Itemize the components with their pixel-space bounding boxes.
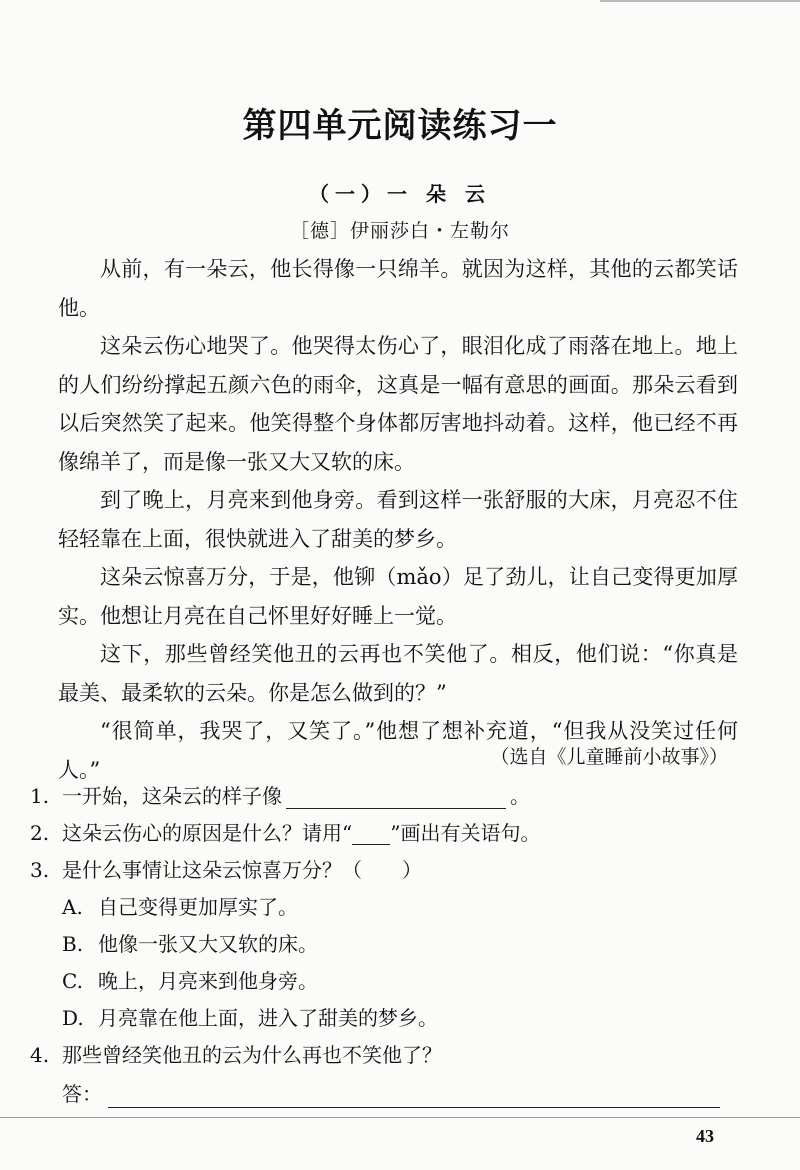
option-text: 月亮靠在他上面，进入了甜美的梦乡。 [98, 1006, 438, 1030]
footer-rule [0, 1117, 800, 1118]
paragraph: 从前，有一朵云，他长得像一只绵羊。就因为这样，其他的云都笑话他。 [58, 257, 738, 320]
question-text: 那些曾经笑他丑的云为什么再也不笑他了？ [62, 1043, 442, 1067]
question-text: 一开始，这朵云的样子像 [62, 784, 282, 808]
question-2 [30, 815, 750, 852]
option-letter: B. [62, 932, 84, 956]
answer-line[interactable] [108, 1083, 720, 1108]
question-text-end: ”画出有关语句。 [390, 821, 541, 845]
passage-title: （一）一 朵 云 [309, 182, 491, 206]
question-text: 是什么事情让这朵云惊喜万分？（ [62, 858, 362, 882]
option-text: 晚上，月亮来到他身旁。 [98, 969, 318, 993]
question-list [30, 778, 750, 1114]
paragraph: 这朵云伤心地哭了。他哭得太伤心了，眼泪化成了雨落在地上。地上的人们纷纷撑起五颜六色的雨伞，这真是一幅有意思的画面。那朵云看到以后突然笑了起来。他笑得整个身体都厉害地抖动着。这样，他已经不再像绵羊了，而是像一张又大又软的床。 [58, 334, 738, 474]
option-text: 自己变得更加厚实了。 [98, 895, 298, 919]
option-text: 他像一张又大又软的床。 [98, 932, 318, 956]
option-b[interactable] [30, 926, 750, 963]
paragraph: 到了晚上，月亮来到他身旁。看到这样一张舒服的大床，月亮忍不住轻轻靠在上面，很快就进入了甜美的梦乡。 [58, 488, 738, 551]
question-number: 3. [30, 858, 50, 882]
paragraph: “很简单，我哭了，又笑了。”他想了想补充道，“但我从没笑过任何人。” [58, 719, 738, 782]
passage-body [58, 250, 738, 789]
option-letter: D. [62, 1006, 84, 1030]
option-a[interactable] [30, 889, 750, 926]
answer-label: 答： [62, 1082, 102, 1106]
question-1 [30, 778, 750, 815]
passage-author: ［德］伊丽莎白・左勒尔 [289, 220, 510, 242]
page-title: 第四单元阅读练习一 [242, 106, 558, 146]
top-edge-rule [600, 0, 800, 2]
underline-mark-sample [352, 824, 390, 845]
question-number: 4. [30, 1043, 50, 1067]
question-number: 1. [30, 784, 50, 808]
option-letter: C. [62, 969, 83, 993]
paragraph: 这朵云惊喜万分，于是，他铆（mǎo）足了劲儿，让自己变得更加厚实。他想让月亮在自己怀里好好睡上一觉。 [58, 565, 738, 628]
option-d[interactable] [30, 1000, 750, 1037]
fill-in-blank[interactable] [286, 786, 506, 809]
question-4 [30, 1037, 750, 1074]
page-number: 43 [696, 1126, 714, 1146]
option-c[interactable] [30, 963, 750, 1000]
question-end: 。 [510, 784, 530, 808]
question-end: ） [402, 858, 422, 882]
question-3 [30, 852, 750, 889]
paragraph: 这下，那些曾经笑他丑的云再也不笑他了。相反，他们说：“你真是最美、最柔软的云朵。你是怎么做到的？” [58, 642, 738, 705]
answer-row [30, 1074, 750, 1114]
passage-source: （选自《儿童睡前小故事》） [490, 746, 728, 768]
question-number: 2. [30, 821, 50, 845]
option-letter: A. [62, 895, 83, 919]
question-text: 这朵云伤心的原因是什么？请用“ [62, 821, 353, 845]
